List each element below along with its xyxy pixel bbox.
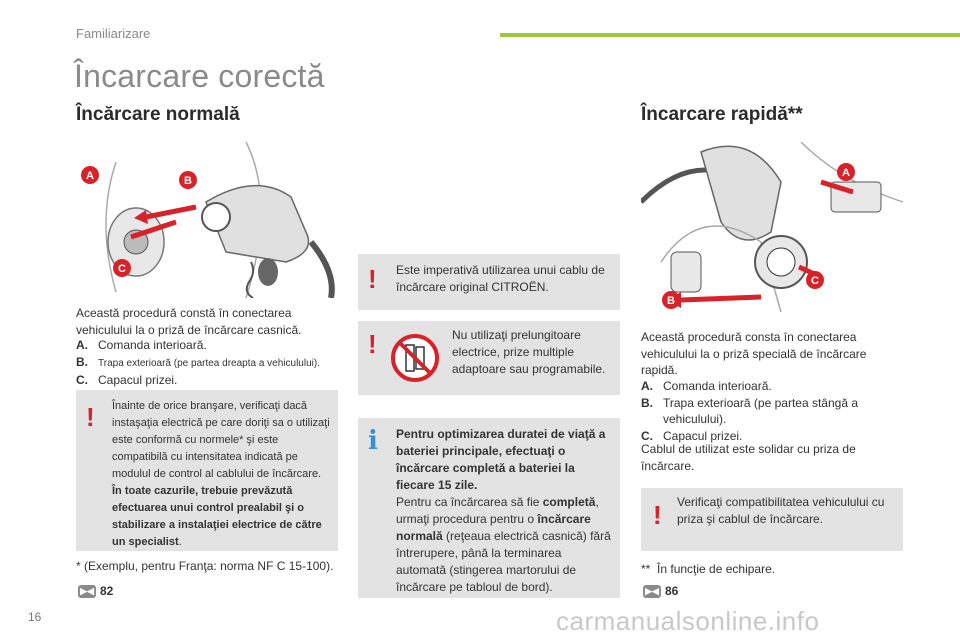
page-ref-86[interactable]: ▶◀ 86 [643,584,678,598]
fast-charging-outro: Cablul de utilizat este solidar cu priza de încărcare. [641,442,856,473]
page-ref-icon: ▶◀ [643,585,661,598]
normal-charging-intro: Această procedură constă în conectarea vehiculului la o priză de încărcare casnică. [76,306,302,337]
list-item: C. Capacul prizei. [641,428,743,443]
fast-charging-intro: Această procedură consta în conectarea vehiculului la o priză specială de încărcare rapidă. [641,330,867,377]
header-accent-bar [500,33,960,37]
fast-charging-heading: Încarcare rapidă** [641,104,803,125]
label-a: A [842,167,850,179]
label-c: C [118,263,126,275]
normal-charging-heading: Încărcare normală [76,104,240,125]
warning-icon: ! [653,500,662,530]
no-extension-icon [390,333,440,383]
list-item: A. Comanda interioară. [641,379,772,393]
warning-text: Înainte de orice branşare, verificaţi dacă instaşaţia electrică pe care doriţi sa o utilizaţi este conformă cu normele* şi este compatibilă cu intensitatea indicată pe modulul de control al cablului de încărcare. În toate cazurile, trebuie prevăzută efectuarea unui control prealabil şi o stabilizare a instalaţiei electrice de către un specialist. [112,400,330,548]
page-ref-icon: ▶◀ [78,585,96,598]
label-b: B [184,175,192,187]
page-number: 16 [28,610,42,624]
warning-icon: ! [368,264,377,294]
info-icon: i [368,426,378,456]
extension-warning-text: Nu utilizaţi prelungitoare electrice, prize multiple adaptoare sau programabile. [452,328,606,376]
cable-warning-box [358,254,620,310]
label-a: A [86,170,94,182]
normal-charging-illustration [76,142,338,298]
label-b: B [667,295,675,307]
section-label: Familiarizare [76,26,151,41]
fast-charging-footnote: ** În funcţie de echipare. [641,562,776,576]
page-title: Încarcare corectă [74,58,325,94]
fast-charging-warning-box [641,488,903,551]
warning-icon: ! [368,329,377,359]
cable-warning-text: Este imperativă utilizarea unui cablu de încărcare original CITROËN. [396,263,605,294]
fast-charging-items [641,378,903,444]
label-c: C [811,275,819,287]
battery-info-box [358,418,620,598]
list-item: C. Capacul prizei. [76,373,178,387]
normal-charging-warning-box [76,390,338,551]
fast-charging-warning-text: Verificaţi compatibilitatea vehiculului cu priza şi cablul de încărcare. [677,495,885,526]
battery-info-text: Pentru optimizarea duratei de viaţă a bateriei principale, efectuaţi o încărcare completă a bateriei la fiecare 15 zile. Pentru ca încărcarea să fie completă, urmaţi procedura pentru o încărcare normală (reţeaua electrică casnică) fără întrerupere, până la terminarea automată (stingerea martorului de încărcare pe tabloul de bord). [396,427,611,594]
normal-charging-footnote: * (Exemplu, pentru Franţa: norma NF C 15-100). [76,559,334,573]
extension-warning-box [358,321,620,395]
list-item: B. Trapa exterioară (pe partea dreapta a vehiculului). [76,354,320,369]
fast-charging-illustration [641,142,903,316]
page-ref-82[interactable]: ▶◀ 82 [78,584,113,598]
list-item: A. Comanda interioară. [76,338,207,352]
watermark: carmanualsonline.info [556,606,820,636]
warning-icon: ! [86,402,95,432]
normal-charging-items [76,337,346,389]
list-item: B. Trapa exterioară (pe partea stângă a vehiculului). [641,395,859,426]
